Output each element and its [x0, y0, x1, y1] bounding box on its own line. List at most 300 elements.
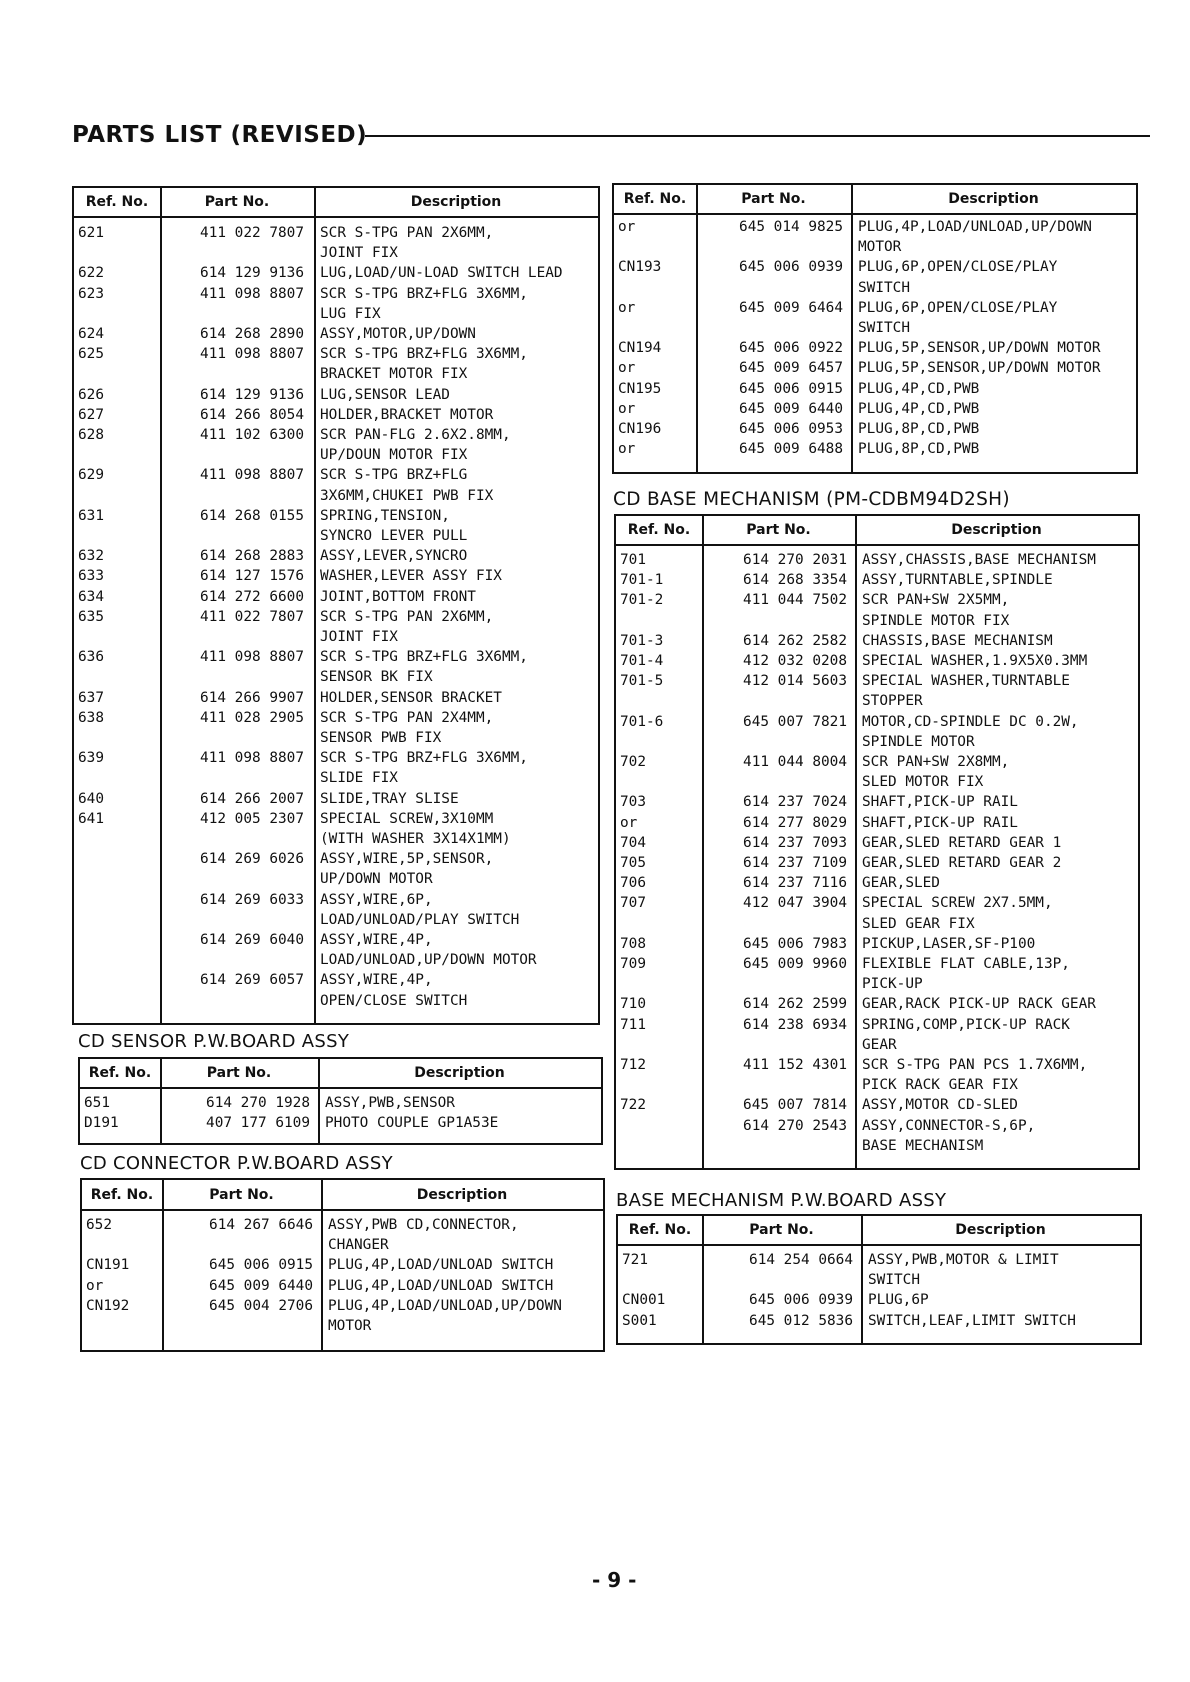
part-no: 614 237 7116: [743, 875, 847, 892]
ref-no: 639: [78, 750, 104, 767]
table-row: [74, 970, 598, 990]
table-header: [618, 1216, 1140, 1246]
table-row: [618, 1250, 1140, 1270]
description: SCR S-TPG PAN 2X4MM,: [320, 709, 494, 726]
table-row: [74, 950, 598, 970]
part-no: 614 269 6033: [200, 891, 304, 908]
description: ASSY,MOTOR,UP/DOWN: [320, 326, 476, 342]
ref-no: 636: [78, 649, 104, 666]
col-header-description: Description: [416, 1186, 508, 1203]
description: SHAFT,PICK-UP RAIL: [862, 814, 1018, 831]
part-no: 412 005 2307: [200, 810, 304, 827]
description: ASSY,PWB,SENSOR: [325, 1095, 455, 1111]
description: SCR S-TPG BRZ+FLG: [320, 467, 468, 484]
table-row: [80, 1113, 601, 1133]
table-row: [74, 768, 598, 788]
description: PLUG,8P,CD,PWB: [858, 441, 980, 458]
ref-no: 628: [78, 427, 104, 443]
table-row: [616, 1075, 1138, 1095]
title-rule: [365, 135, 1150, 137]
description: 3X6MM,CHUKEI PWB FIX: [320, 487, 494, 504]
part-no: 614 127 1576: [200, 568, 304, 585]
description: SCR S-TPG BRZ+FLG 3X6MM,: [320, 346, 528, 363]
description: SCR S-TPG PAN 2X6MM,: [320, 225, 494, 241]
part-no: 411 098 8807: [200, 346, 304, 363]
description: FLEXIBLE FLAT CABLE,13P,: [862, 956, 1070, 972]
table-row: [614, 338, 1136, 358]
part-no: 411 098 8807: [200, 467, 304, 484]
description: PLUG,4P,LOAD/UNLOAD,UP/DOWN: [858, 219, 1092, 235]
part-no: 614 270 2543: [743, 1117, 847, 1134]
table-row: [614, 278, 1136, 298]
description: SPRING,COMP,PICK-UP RACK: [862, 1016, 1070, 1033]
ref-no: 652: [86, 1217, 112, 1233]
ref-no: 711: [620, 1016, 646, 1033]
table-row: [614, 298, 1136, 318]
description: SPECIAL SCREW,3X10MM: [320, 810, 494, 827]
part-no: 645 006 0922: [739, 340, 843, 357]
col-header-ref: Ref. No.: [628, 1222, 692, 1238]
table-row: [74, 344, 598, 364]
ref-no: CN192: [86, 1297, 130, 1314]
description: JOINT FIX: [320, 629, 398, 645]
ref-no: CN001: [622, 1292, 666, 1309]
part-no: 614 270 2031: [743, 552, 847, 568]
table-row: [614, 217, 1136, 237]
table-row: [74, 364, 598, 384]
table-row: [616, 772, 1138, 792]
ref-no: 710: [620, 996, 646, 1013]
col-header-part: Part No.: [749, 1222, 814, 1238]
col-header-part: Part No.: [209, 1186, 274, 1203]
table-row: [74, 405, 598, 425]
description: PLUG,6P: [868, 1292, 929, 1309]
table-row: [74, 526, 598, 546]
description: SCR PAN+SW 2X5MM,: [862, 592, 1010, 609]
description: PICK RACK GEAR FIX: [862, 1077, 1018, 1094]
description: OPEN/CLOSE SWITCH: [320, 992, 468, 1009]
page-number: - 9 -: [592, 1568, 637, 1592]
table-row: [618, 1270, 1140, 1290]
table-row: [614, 257, 1136, 277]
description: GEAR,RACK PICK-UP RACK GEAR: [862, 996, 1096, 1013]
col-header-description: Description: [410, 194, 502, 210]
description: PLUG,4P,CD,PWB: [858, 380, 980, 397]
part-no: 645 009 9960: [743, 956, 847, 972]
table-row: [74, 607, 598, 627]
table-row: [616, 813, 1138, 833]
description: HOLDER,SENSOR BRACKET: [320, 689, 502, 706]
table-row: [82, 1316, 603, 1336]
table-row: [74, 930, 598, 950]
ref-no: S001: [622, 1312, 657, 1329]
table-row: [74, 506, 598, 526]
part-no: 614 268 2883: [200, 548, 304, 565]
table-row: [82, 1296, 603, 1316]
description: ASSY,CONNECTOR-S,6P,: [862, 1117, 1036, 1134]
table-row: [82, 1215, 603, 1235]
table-row: [616, 732, 1138, 752]
description: GEAR: [862, 1036, 897, 1053]
col-header-description: Description: [414, 1065, 505, 1081]
section-title-base-mechanism: CD BASE MECHANISM (PM-CDBM94D2SH): [613, 489, 1010, 510]
description: PLUG,4P,LOAD/UNLOAD SWITCH: [328, 1277, 554, 1294]
ref-no: CN194: [618, 340, 662, 357]
description: (WITH WASHER 3X14X1MM): [320, 831, 511, 847]
table-row: [616, 873, 1138, 893]
description: BASE MECHANISM: [862, 1137, 984, 1154]
description: ASSY,WIRE,4P,: [320, 972, 433, 989]
description: SLIDE,TRAY SLISE: [320, 790, 459, 807]
part-no: 614 267 6646: [209, 1217, 313, 1233]
table-row: [80, 1093, 601, 1113]
part-no: 411 098 8807: [200, 750, 304, 767]
table-row: [616, 914, 1138, 934]
table-header: [616, 516, 1138, 546]
ref-no: 621: [78, 225, 104, 241]
table-header: [74, 188, 598, 218]
description: SLED MOTOR FIX: [862, 774, 984, 791]
col-header-ref: Ref. No.: [88, 1065, 152, 1081]
ref-no: CN191: [86, 1257, 130, 1274]
table-row: [74, 849, 598, 869]
description: SCR PAN-FLG 2.6X2.8MM,: [320, 427, 511, 443]
part-no: 407 177 6109: [206, 1115, 310, 1132]
table-row: [74, 385, 598, 405]
ref-no: 708: [620, 935, 646, 952]
ref-no: 701-1: [620, 572, 664, 589]
part-no: 614 237 7024: [743, 794, 847, 811]
table-row: [616, 994, 1138, 1014]
part-no: 614 269 6040: [200, 932, 304, 948]
table-row: [74, 748, 598, 768]
table-row: [74, 465, 598, 485]
part-no: 614 269 6057: [200, 972, 304, 989]
table-row: [618, 1290, 1140, 1310]
description: SPRING,TENSION,: [320, 507, 450, 524]
description: PLUG,6P,OPEN/CLOSE/PLAY: [858, 259, 1058, 276]
part-no: 412 014 5603: [743, 673, 847, 690]
ref-no: 651: [84, 1095, 110, 1111]
part-no: 614 266 2007: [200, 790, 304, 807]
table-header: [80, 1059, 601, 1089]
table-row: [74, 566, 598, 586]
ref-no: CN193: [618, 259, 662, 276]
table-row: [616, 611, 1138, 631]
col-header-part: Part No.: [204, 194, 270, 210]
table-row: [74, 284, 598, 304]
table-row: [616, 792, 1138, 812]
description: SPECIAL SCREW 2X7.5MM,: [862, 895, 1053, 912]
table-row: [616, 934, 1138, 954]
table-row: [616, 631, 1138, 651]
part-no: 645 006 0939: [749, 1292, 853, 1309]
ref-no: 633: [78, 568, 104, 585]
table-row: [74, 667, 598, 687]
ref-no: 702: [620, 754, 646, 770]
part-no: 614 129 9136: [200, 265, 304, 282]
part-no: 614 268 0155: [200, 507, 304, 524]
part-no: 614 238 6934: [743, 1016, 847, 1033]
description: PLUG,6P,OPEN/CLOSE/PLAY: [858, 299, 1058, 316]
ref-no: or: [618, 441, 636, 458]
col-header-description: Description: [948, 191, 1039, 207]
description: GEAR,SLED: [862, 875, 940, 892]
table-row: [614, 237, 1136, 257]
table-row: [616, 1136, 1138, 1156]
ref-no: 635: [78, 608, 104, 625]
description: ASSY,WIRE,4P,: [320, 932, 433, 948]
part-no: 645 007 7821: [743, 713, 847, 730]
table-row: [74, 445, 598, 465]
description: HOLDER,BRACKET MOTOR: [320, 406, 494, 423]
ref-no: or: [618, 360, 636, 377]
part-no: 645 009 6457: [739, 360, 843, 377]
part-no: 411 098 8807: [200, 649, 304, 666]
part-no: 645 007 7814: [743, 1097, 847, 1114]
description: GEAR,SLED RETARD GEAR 2: [862, 855, 1062, 871]
table-row: [616, 752, 1138, 772]
description: BRACKET MOTOR FIX: [320, 366, 468, 383]
table-row: [74, 728, 598, 748]
table-row: [82, 1235, 603, 1255]
table-row: [616, 712, 1138, 732]
ref-no: 629: [78, 467, 104, 484]
table-row: [74, 708, 598, 728]
description: ASSY,TURNTABLE,SPINDLE: [862, 572, 1053, 589]
page-title: PARTS LIST (REVISED): [72, 122, 368, 148]
table-row: [74, 486, 598, 506]
ref-no: 701-4: [620, 653, 664, 669]
ref-no: 703: [620, 794, 646, 811]
description: LUG,SENSOR LEAD: [320, 386, 450, 403]
description: GEAR,SLED RETARD GEAR 1: [862, 834, 1062, 851]
table-row: [74, 425, 598, 445]
description: JOINT,BOTTOM FRONT: [320, 588, 476, 605]
description: LUG FIX: [320, 305, 381, 322]
table-row: [74, 688, 598, 708]
description: SCR S-TPG PAN 2X6MM,: [320, 608, 494, 625]
description: SCR S-TPG BRZ+FLG 3X6MM,: [320, 750, 528, 767]
table-row: [616, 691, 1138, 711]
table-row: [616, 833, 1138, 853]
ref-no: 701-5: [620, 673, 664, 690]
description: PICKUP,LASER,SF-P100: [862, 935, 1036, 952]
part-no: 411 028 2905: [200, 709, 304, 726]
description: SCR S-TPG BRZ+FLG 3X6MM,: [320, 649, 528, 666]
description: SENSOR BK FIX: [320, 669, 433, 686]
part-no: 645 006 0915: [209, 1257, 313, 1274]
description: WASHER,LEVER ASSY FIX: [320, 568, 502, 585]
table-row: [616, 1035, 1138, 1055]
description: CHASSIS,BASE MECHANISM: [862, 632, 1053, 649]
table-row: [82, 1276, 603, 1296]
table-row: [74, 546, 598, 566]
ref-no: 705: [620, 855, 646, 871]
part-no: 412 032 0208: [743, 653, 847, 669]
description: SPINDLE MOTOR FIX: [862, 612, 1010, 629]
part-no: 645 009 6440: [209, 1277, 313, 1294]
part-no: 412 047 3904: [743, 895, 847, 912]
ref-no: 622: [78, 265, 104, 282]
description: CHANGER: [328, 1237, 389, 1254]
description: ASSY,WIRE,6P,: [320, 891, 433, 908]
description: SLIDE FIX: [320, 770, 398, 787]
description: SWITCH,LEAF,LIMIT SWITCH: [868, 1312, 1076, 1329]
ref-no: 712: [620, 1057, 646, 1073]
part-no: 614 254 0664: [749, 1252, 853, 1268]
table-row: [616, 893, 1138, 913]
table-row: [614, 379, 1136, 399]
part-no: 645 009 6464: [739, 299, 843, 316]
col-header-ref: Ref. No.: [90, 1186, 154, 1203]
parts-table-sensor: [78, 1057, 603, 1145]
col-header-part: Part No.: [746, 522, 811, 538]
table-row: [74, 829, 598, 849]
description: PLUG,5P,SENSOR,UP/DOWN MOTOR: [858, 340, 1101, 357]
description: UP/DOWN MOTOR: [320, 871, 433, 888]
table-row: [74, 324, 598, 344]
description: MOTOR,CD-SPINDLE DC 0.2W,: [862, 713, 1079, 730]
table-row: [74, 991, 598, 1011]
part-no: 645 006 0953: [739, 421, 843, 437]
parts-table-connector: [80, 1178, 605, 1352]
part-no: 411 102 6300: [200, 427, 304, 443]
description: ASSY,CHASSIS,BASE MECHANISM: [862, 552, 1096, 568]
part-no: 645 006 7983: [743, 935, 847, 952]
table-row: [82, 1255, 603, 1275]
description: SPECIAL WASHER,TURNTABLE: [862, 673, 1070, 690]
description: LUG,LOAD/UN-LOAD SWITCH LEAD: [320, 265, 563, 282]
ref-no: 638: [78, 709, 104, 726]
description: ASSY,LEVER,SYNCRO: [320, 548, 468, 565]
ref-no: 721: [622, 1252, 648, 1268]
section-title-sensor: CD SENSOR P.W.BOARD ASSY: [78, 1031, 350, 1052]
table-row: [74, 243, 598, 263]
description: SCR PAN+SW 2X8MM,: [862, 754, 1010, 770]
table-row: [616, 853, 1138, 873]
part-no: 645 009 6440: [739, 400, 843, 417]
table-row: [616, 954, 1138, 974]
description: MOTOR: [328, 1318, 372, 1334]
part-no: 645 009 6488: [739, 441, 843, 458]
table-row: [614, 439, 1136, 459]
col-header-description: Description: [951, 522, 1042, 538]
part-no: 645 004 2706: [209, 1297, 313, 1314]
ref-no: CN195: [618, 380, 662, 397]
col-header-ref: Ref. No.: [85, 194, 149, 210]
col-header-ref: Ref. No.: [627, 522, 691, 538]
part-no: 614 268 3354: [743, 572, 847, 589]
part-no: 411 044 8004: [743, 754, 847, 770]
part-no: 614 129 9136: [200, 386, 304, 403]
description: ASSY,PWB CD,CONNECTOR,: [328, 1217, 519, 1233]
ref-no: 641: [78, 810, 104, 827]
description: SCR S-TPG BRZ+FLG 3X6MM,: [320, 285, 528, 302]
ref-no: 722: [620, 1097, 646, 1114]
part-no: 411 022 7807: [200, 608, 304, 625]
ref-no: 707: [620, 895, 646, 912]
part-no: 614 262 2599: [743, 996, 847, 1013]
part-no: 614 262 2582: [743, 632, 847, 649]
parts-table-connector-continued: [612, 183, 1138, 474]
ref-no: 637: [78, 689, 104, 706]
table-row: [614, 358, 1136, 378]
ref-no: 623: [78, 285, 104, 302]
description: LOAD/UNLOAD,UP/DOWN MOTOR: [320, 952, 537, 969]
description: PLUG,5P,SENSOR,UP/DOWN MOTOR: [858, 360, 1101, 377]
table-row: [616, 651, 1138, 671]
description: PLUG,8P,CD,PWB: [858, 421, 980, 437]
parts-table-main: [72, 186, 600, 1025]
description: ASSY,PWB,MOTOR & LIMIT: [868, 1252, 1059, 1268]
description: STOPPER: [862, 693, 923, 710]
part-no: 645 012 5836: [749, 1312, 853, 1329]
ref-no: 631: [78, 507, 104, 524]
part-no: 614 237 7093: [743, 834, 847, 851]
table-row: [614, 399, 1136, 419]
table-row: [616, 1055, 1138, 1075]
description: PLUG,4P,LOAD/UNLOAD SWITCH: [328, 1257, 554, 1274]
part-no: 614 270 1928: [206, 1095, 310, 1111]
description: SHAFT,PICK-UP RAIL: [862, 794, 1018, 811]
table-row: [74, 809, 598, 829]
col-header-part: Part No.: [741, 191, 806, 207]
table-row: [74, 789, 598, 809]
ref-no: 625: [78, 346, 104, 363]
part-no: 614 269 6026: [200, 851, 304, 868]
part-no: 411 044 7502: [743, 592, 847, 609]
description: SPECIAL WASHER,1.9X5X0.3MM: [862, 653, 1088, 669]
part-no: 411 022 7807: [200, 225, 304, 241]
ref-no: 701-6: [620, 713, 664, 730]
ref-no: or: [86, 1277, 104, 1294]
part-no: 411 152 4301: [743, 1057, 847, 1073]
table-row: [74, 587, 598, 607]
table-row: [616, 1116, 1138, 1136]
section-title-connector: CD CONNECTOR P.W.BOARD ASSY: [80, 1153, 393, 1174]
table-row: [614, 419, 1136, 439]
description: PLUG,4P,LOAD/UNLOAD,UP/DOWN: [328, 1297, 562, 1314]
col-header-ref: Ref. No.: [623, 191, 687, 207]
ref-no: 706: [620, 875, 646, 892]
description: MOTOR: [858, 239, 902, 256]
part-no: 614 237 7109: [743, 855, 847, 871]
part-no: 645 006 0915: [739, 380, 843, 397]
part-no: 645 006 0939: [739, 259, 843, 276]
description: SLED GEAR FIX: [862, 915, 975, 932]
section-title-base-pwb: BASE MECHANISM P.W.BOARD ASSY: [616, 1190, 947, 1211]
parts-table-base-pwb: [616, 1214, 1142, 1345]
ref-no: 632: [78, 548, 104, 565]
part-no: 614 272 6600: [200, 588, 304, 605]
ref-no: 626: [78, 386, 104, 403]
col-header-description: Description: [955, 1222, 1046, 1238]
description: SWITCH: [858, 320, 910, 336]
description: SCR S-TPG PAN PCS 1.7X6MM,: [862, 1057, 1088, 1073]
ref-no: or: [618, 219, 636, 235]
table-row: [618, 1311, 1140, 1331]
table-row: [616, 1095, 1138, 1115]
part-no: 614 268 2890: [200, 326, 304, 342]
table-row: [614, 318, 1136, 338]
table-row: [616, 570, 1138, 590]
table-row: [74, 627, 598, 647]
part-no: 614 266 8054: [200, 406, 304, 423]
ref-no: 709: [620, 956, 646, 972]
table-row: [74, 304, 598, 324]
table-row: [74, 647, 598, 667]
